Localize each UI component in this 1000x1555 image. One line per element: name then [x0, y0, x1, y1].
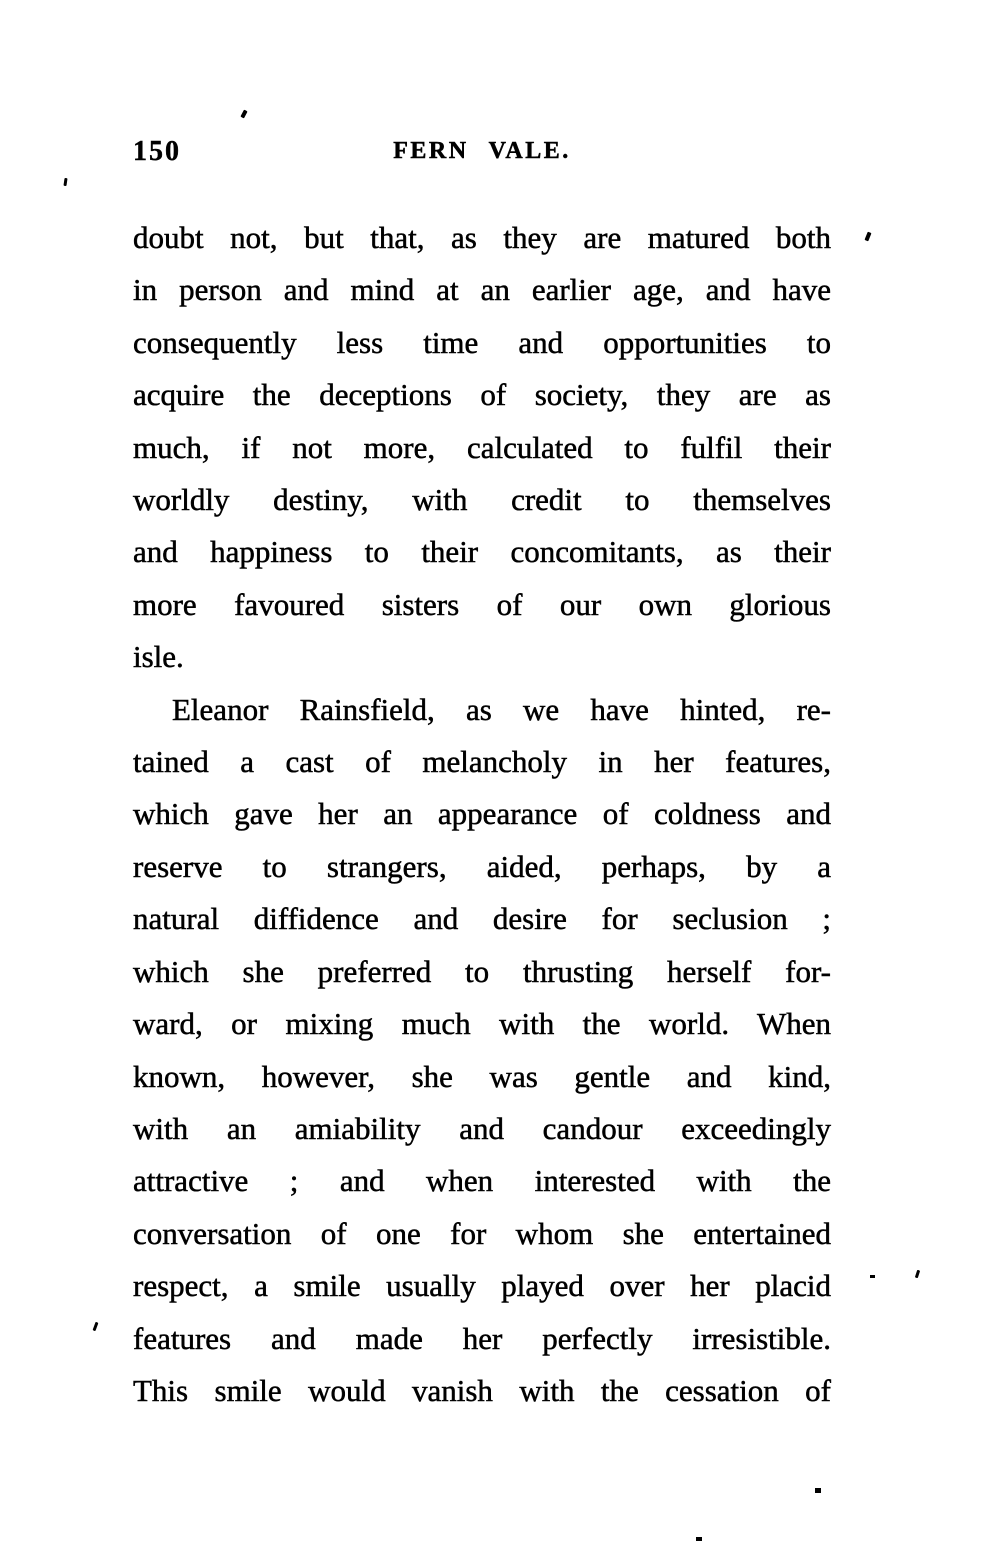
text-line: known, however, she was gentle and kind,: [133, 1058, 831, 1094]
text-line: in person and mind at an earlier age, and have: [133, 272, 831, 308]
text-line: which gave her an appearance of coldness and: [133, 796, 831, 832]
text-line: acquire the deceptions of society, they are as: [133, 377, 831, 413]
running-head: [133, 134, 831, 168]
ink-speck: [870, 1275, 875, 1278]
text-line: consequently less time and opportunities to: [133, 324, 831, 360]
page-text: [133, 212, 831, 1417]
text-line: and happiness to their concomitants, as their: [133, 534, 831, 570]
text-line: reserve to strangers, aided, perhaps, by a: [133, 848, 831, 884]
ink-speck: [696, 1537, 702, 1541]
text-line: with an amiability and candour exceedingly: [133, 1110, 831, 1146]
text-line: This smile would vanish with the cessation of: [133, 1372, 831, 1408]
text-line: doubt not, but that, as they are matured both: [133, 220, 831, 255]
text-line: isle.: [133, 639, 184, 675]
ink-speck: [63, 178, 67, 186]
text-line: ward, or mixing much with the world. When: [133, 1006, 831, 1042]
text-line: worldly destiny, with credit to themselves: [133, 482, 831, 518]
text-line: much, if not more, calculated to fulfil their: [133, 429, 831, 465]
text-line: Eleanor Rainsfield, as we have hinted, re-: [172, 691, 831, 727]
ink-speck: [864, 232, 871, 242]
ink-speck: [93, 1322, 99, 1331]
running-title: FERN VALE.: [393, 138, 571, 164]
text-line: tained a cast of melancholy in her features,: [133, 744, 831, 780]
ink-speck: [815, 1488, 821, 1493]
text-line: which she preferred to thrusting herself for-: [133, 953, 831, 989]
text-line: attractive ; and when interested with the: [133, 1163, 831, 1199]
text-line: respect, a smile usually played over her placid: [133, 1268, 831, 1304]
text-line: natural diffidence and desire for seclusion ;: [133, 901, 831, 937]
text-line: more favoured sisters of our own glorious: [133, 586, 831, 622]
ink-speck: [240, 110, 247, 119]
text-line: conversation of one for whom she entertained: [133, 1215, 831, 1251]
ink-speck: [915, 1270, 920, 1279]
text-line: features and made her perfectly irresistible.: [133, 1320, 831, 1356]
page-number: 150: [133, 136, 181, 167]
